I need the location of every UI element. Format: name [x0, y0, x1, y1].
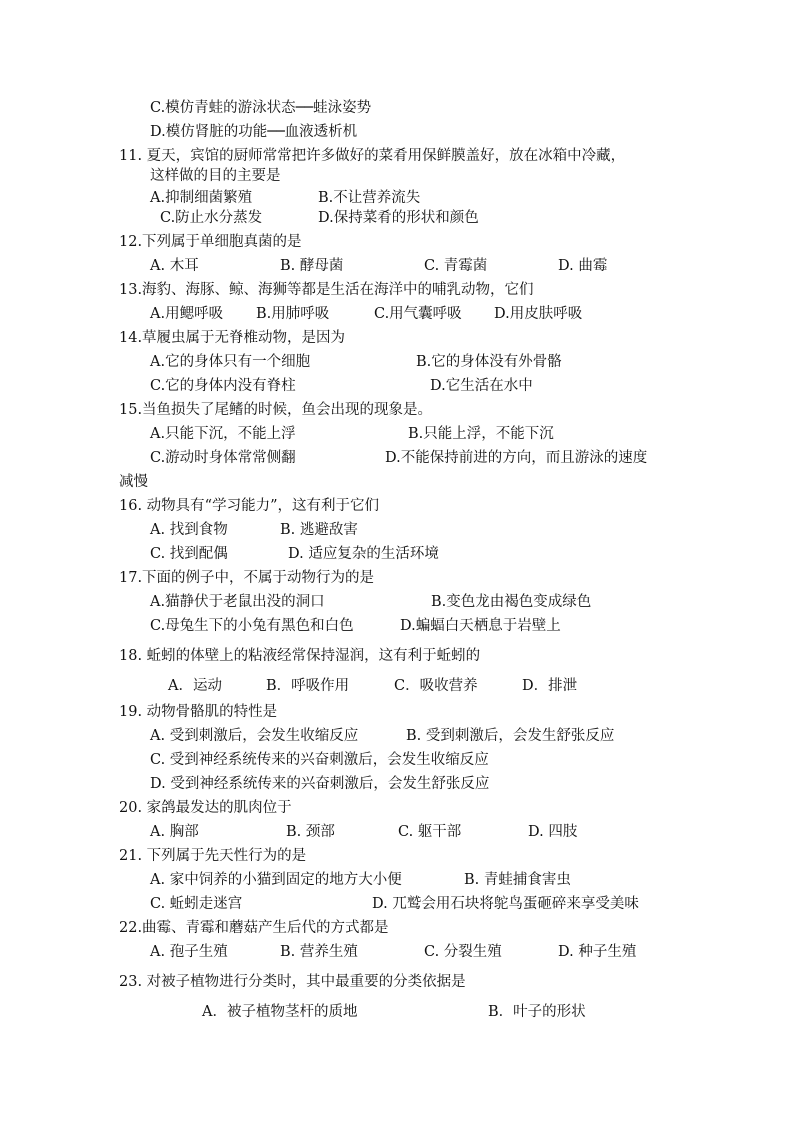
- q16-option-d: D. 适应复杂的生活环境: [288, 546, 439, 562]
- q21-option-a: A. 家中饲养的小猫到固定的地方大小便: [150, 872, 402, 888]
- q11-stem: 11. 夏天，宾馆的厨师常常把许多做好的菜肴用保鲜膜盖好，放在冰箱中冷藏，: [119, 148, 626, 164]
- q10-option-c: C.模仿青蛙的游泳状态──蛙泳姿势: [150, 100, 372, 116]
- q17-stem: 17.下面的例子中，不属于动物行为的是: [119, 570, 375, 586]
- q14-option-c: C.它的身体内没有脊柱: [150, 378, 296, 394]
- q22-option-a: A. 孢子生殖: [150, 944, 228, 960]
- q14-option-b: B.它的身体没有外骨骼: [416, 354, 562, 370]
- q12-option-a: A. 木耳: [150, 258, 199, 274]
- q21-option-b: B. 青蛙捕食害虫: [464, 872, 571, 888]
- q16-stem: 16. 动物具有“学习能力”，这有利于它们: [119, 498, 379, 514]
- q17-option-d: D.蝙蝠白天栖息于岩壁上: [400, 618, 561, 634]
- q11-option-a: A.抑制细菌繁殖: [150, 190, 253, 206]
- q14-option-a: A.它的身体只有一个细胞: [150, 354, 311, 370]
- q11-option-c: C.防止水分蒸发: [160, 210, 263, 226]
- q22-option-c: C. 分裂生殖: [424, 944, 502, 960]
- q20-option-b: B. 颈部: [286, 824, 335, 840]
- q12-option-c: C. 青霉菌: [424, 258, 488, 274]
- q14-option-d: D.它生活在水中: [430, 378, 533, 394]
- q13-stem: 13.海豹、海豚、鲸、海狮等都是生活在海洋中的哺乳动物，它们: [119, 282, 534, 298]
- q10-option-d: D.模仿肾脏的功能──血液透析机: [150, 124, 358, 140]
- q22-stem: 22.曲霉、青霉和蘑菇产生后代的方式都是: [119, 920, 389, 936]
- q20-option-c: C. 躯干部: [398, 824, 462, 840]
- q12-option-b: B. 酵母菌: [280, 258, 344, 274]
- q13-option-b: B.用肺呼吸: [256, 306, 330, 322]
- q12-stem: 12.下列属于单细胞真菌的是: [119, 234, 302, 250]
- q15-option-b: B.只能上浮，不能下沉: [408, 426, 554, 442]
- q19-option-b: B. 受到刺激后，会发生舒张反应: [406, 728, 615, 744]
- q12-option-d: D. 曲霉: [558, 258, 608, 274]
- q21-option-c: C. 蚯蚓走迷宫: [150, 896, 243, 912]
- q13-option-a: A.用鳃呼吸: [150, 306, 224, 322]
- q15-stem: 15.当鱼损失了尾鳍的时候，鱼会出现的现象是。: [119, 402, 433, 418]
- q23-option-b: B．叶子的形状: [488, 1004, 586, 1020]
- q18-option-d: D．排泄: [522, 678, 578, 694]
- q18-option-b: B．呼吸作用: [266, 678, 350, 694]
- q11-option-b: B.不让营养流失: [318, 190, 421, 206]
- q15-option-d: D.不能保持前进的方向，而且游泳的速度: [385, 450, 648, 466]
- q19-stem: 19. 动物骨骼肌的特性是: [119, 704, 278, 720]
- q17-option-a: A.猫静伏于老鼠出没的洞口: [150, 594, 325, 610]
- q15-option-d-cont: 减慢: [119, 474, 148, 490]
- q19-option-d: D. 受到神经系统传来的兴奋刺激后，会发生舒张反应: [150, 776, 490, 792]
- q20-option-d: D. 四肢: [528, 824, 578, 840]
- q16-option-c: C. 找到配偶: [150, 546, 228, 562]
- q20-option-a: A. 胸部: [150, 824, 199, 840]
- q20-stem: 20. 家鸽最发达的肌肉位于: [119, 800, 292, 816]
- q23-stem: 23. 对被子植物进行分类时，其中最重要的分类依据是: [119, 974, 466, 990]
- q18-stem: 18. 蚯蚓的体壁上的粘液经常保持湿润，这有利于蚯蚓的: [119, 648, 481, 664]
- q19-option-c: C. 受到神经系统传来的兴奋刺激后，会发生收缩反应: [150, 752, 489, 768]
- q19-option-a: A. 受到刺激后，会发生收缩反应: [150, 728, 359, 744]
- q13-option-d: D.用皮肤呼吸: [494, 306, 583, 322]
- q22-option-d: D. 种子生殖: [558, 944, 637, 960]
- q18-option-c: C．吸收营养: [394, 678, 478, 694]
- q22-option-b: B. 营养生殖: [280, 944, 358, 960]
- q17-option-c: C.母兔生下的小兔有黑色和白色: [150, 618, 354, 634]
- q17-option-b: B.变色龙由褐色变成绿色: [431, 594, 592, 610]
- q11-option-d: D.保持菜肴的形状和颜色: [318, 210, 479, 226]
- q18-option-a: A．运动: [168, 678, 222, 694]
- q15-option-a: A.只能下沉，不能上浮: [150, 426, 296, 442]
- q13-option-c: C.用气囊呼吸: [374, 306, 462, 322]
- q23-option-a: A．被子植物茎杆的质地: [202, 1004, 358, 1020]
- q11-stem-cont: 这样做的目的主要是: [150, 168, 281, 184]
- q16-option-b: B. 逃避敌害: [280, 522, 358, 538]
- q21-stem: 21. 下列属于先天性行为的是: [119, 848, 307, 864]
- q14-stem: 14.草履虫属于无脊椎动物，是因为: [119, 330, 346, 346]
- q21-option-d: D. 兀鹫会用石块将鸵鸟蛋砸碎来享受美味: [372, 896, 639, 912]
- q15-option-c: C.游动时身体常常侧翻: [150, 450, 296, 466]
- q16-option-a: A. 找到食物: [150, 522, 228, 538]
